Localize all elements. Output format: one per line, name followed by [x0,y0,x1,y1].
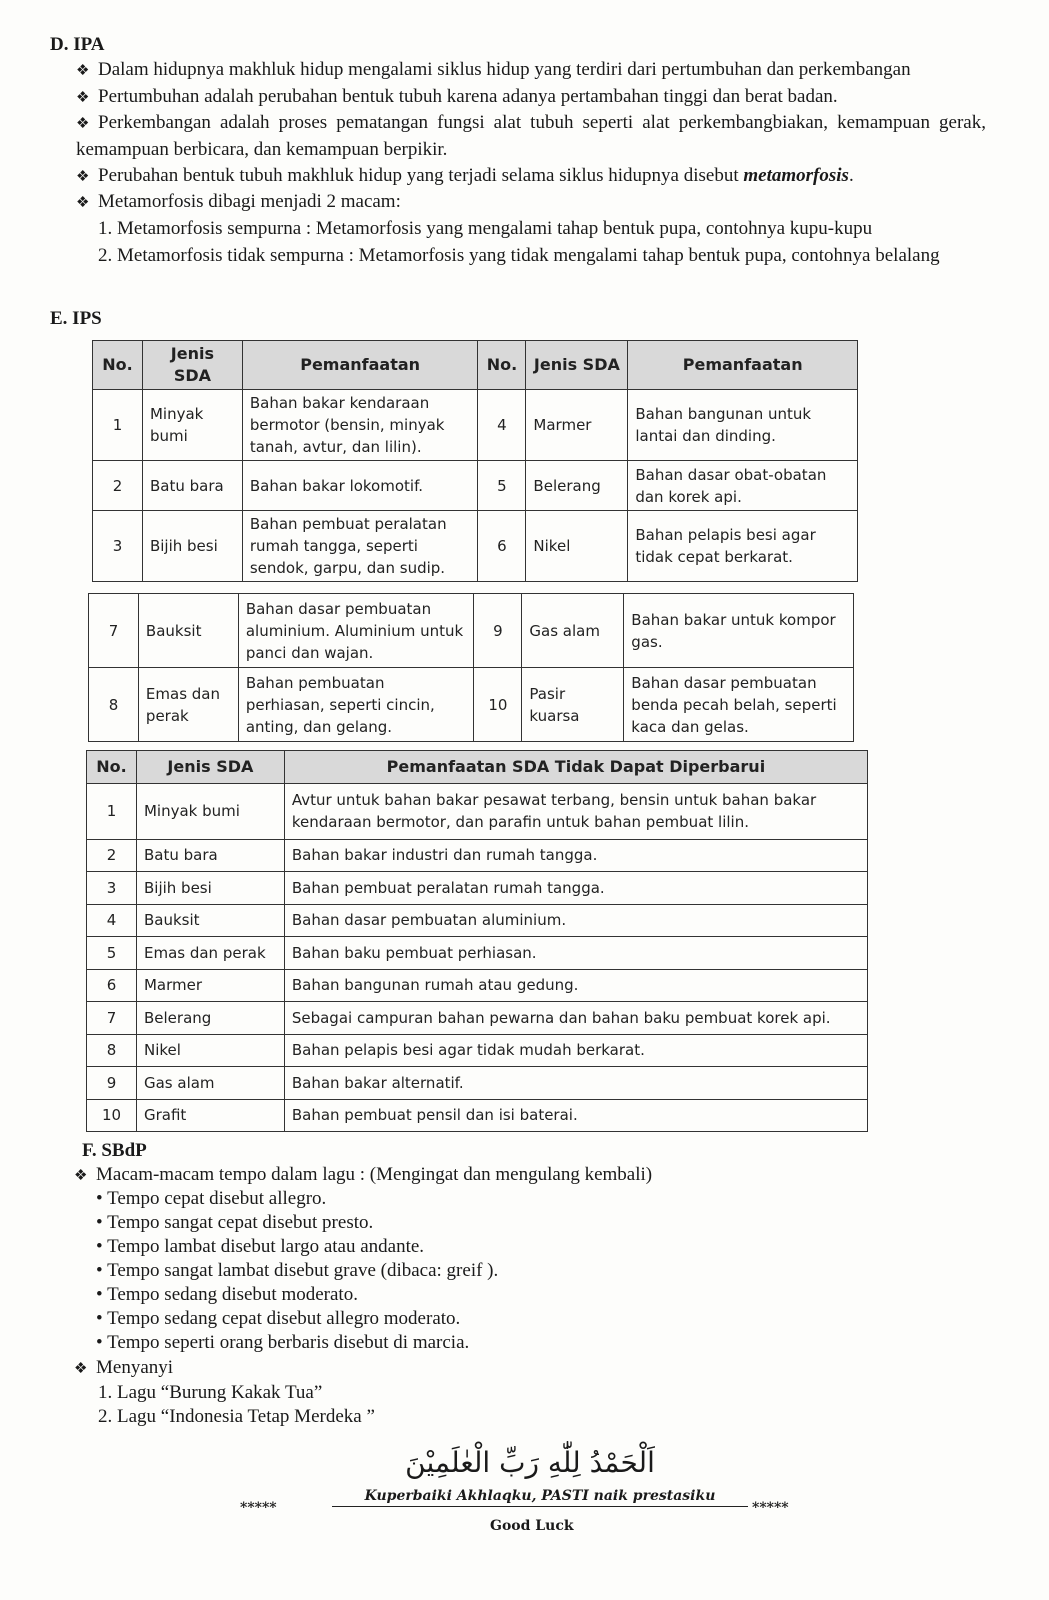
sda-table-2 [88,593,854,742]
song-item-1: 1. Lagu “Burung Kakak Tua” [98,1382,323,1403]
sda-table-1 [92,340,858,582]
ipa-bullet-4: ❖ Perubahan bentuk tubuh makhluk hidup yang terjadi selama siklus hidupnya disebut metamorfosis. [76,163,986,190]
sing-intro: ❖ Menyanyi [74,1356,173,1381]
table-row: 3 Bijih besi Bahan pembuat peralatan rumah tangga. [87,872,868,905]
table-row: 4 Bauksit Bahan dasar pembuatan aluminium. [87,904,868,937]
table-row: 1 Minyak bumi Bahan bakar kendaraan bermotor (bensin, minyak tanah, avtur, dan lilin). 4 Marmer Bahan bangunan untuk lantai dan dinding. [93,390,858,461]
diamond-bullet-icon: ❖ [76,195,90,211]
good-luck: Good Luck [490,1518,574,1534]
ipa-bullet-5: ❖ Metamorfosis dibagi menjadi 2 macam: [76,189,986,216]
table-header-row: No. Jenis SDA Pemanfaatan SDA Tidak Dapat Diperbarui [87,751,868,784]
sda-table-3 [86,750,868,1132]
diamond-bullet-icon: ❖ [76,116,90,132]
table-row: 8 Emas dan perak Bahan pembuatan perhiasan, seperti cincin, anting, dan gelang. 10 Pasir kuarsa Bahan dasar pembuatan benda pecah belah, seperti kaca dan gelas. [89,668,854,742]
ipa-type-1: 1. Metamorfosis sempurna : Metamorfosis yang mengalami tahap bentuk pupa, contohnya kupu-kupu [98,218,873,239]
table-row: 6 Marmer Bahan bangunan rumah atau gedung. [87,969,868,1002]
stars-right: ***** [752,1500,789,1516]
table-row: 2 Batu bara Bahan bakar lokomotif. 5 Belerang Bahan dasar obat-obatan dan korek api. [93,461,858,511]
list-item: • Tempo sangat lambat disebut grave (dibaca: greif ). [96,1260,499,1281]
table-row: 8 Nikel Bahan pelapis besi agar tidak mudah berkarat. [87,1034,868,1067]
table-row: 2 Batu bara Bahan bakar industri dan rumah tangga. [87,839,868,872]
ipa-type-2: 2. Metamorfosis tidak sempurna : Metamorfosis yang tidak mengalami tahap bentuk pupa, contohnya belalang [98,245,940,266]
diamond-bullet-icon: ❖ [74,1361,88,1377]
table-row: 5 Emas dan perak Bahan baku pembuat perhiasan. [87,937,868,970]
list-item: • Tempo lambat disebut largo atau andante. [96,1236,425,1257]
diamond-bullet-icon: ❖ [76,90,90,106]
song-item-2: 2. Lagu “Indonesia Tetap Merdeka ” [98,1406,375,1427]
table-row: 1 Minyak bumi Avtur untuk bahan bakar pesawat terbang, bensin untuk bahan bakar kendaraan bermotor, dan parafin untuk bahan pembuat lilin. [87,783,868,839]
section-ipa-heading: D. IPA [50,34,105,55]
table-row: 10 Grafit Bahan pembuat pensil dan isi baterai. [87,1099,868,1132]
metamorfosis-term: metamorfosis [743,165,849,186]
diamond-bullet-icon: ❖ [76,169,90,185]
motto: Kuperbaiki Akhlaqku, PASTI naik prestasiku [332,1488,748,1507]
list-item: • Tempo sangat cepat disebut presto. [96,1212,374,1233]
tempo-intro: ❖ Macam-macam tempo dalam lagu : (Mengingat dan mengulang kembali) [74,1163,652,1188]
ipa-bullet-1: ❖ Dalam hidupnya makhluk hidup mengalami siklus hidup yang terdiri dari pertumbuhan dan perkembangan [76,57,986,84]
list-item: • Tempo seperti orang berbaris disebut di marcia. [96,1332,470,1353]
diamond-bullet-icon: ❖ [76,63,90,79]
section-sbdp-heading: F. SBdP [82,1140,147,1161]
table-header-row: No. Jenis SDA Pemanfaatan No. Jenis SDA Pemanfaatan [93,341,858,390]
list-item: • Tempo sedang disebut moderato. [96,1284,358,1305]
section-ips-heading: E. IPS [50,308,102,329]
list-item: • Tempo cepat disebut allegro. [96,1188,327,1209]
diamond-bullet-icon: ❖ [74,1168,88,1184]
table-row: 7 Belerang Sebagai campuran bahan pewarna dan bahan baku pembuat korek api. [87,1002,868,1035]
table-row: 7 Bauksit Bahan dasar pembuatan aluminium. Aluminium untuk panci dan wajan. 9 Gas alam Bahan bakar untuk kompor gas. [89,594,854,668]
ipa-bullet-2: ❖ Pertumbuhan adalah perubahan bentuk tubuh karena adanya pertambahan tinggi dan berat badan. [76,84,986,111]
list-item: • Tempo sedang cepat disebut allegro moderato. [96,1308,461,1329]
stars-left: ***** [240,1500,277,1516]
table-row: 3 Bijih besi Bahan pembuat peralatan rumah tangga, seperti sendok, garpu, dan sudip. 6 Nikel Bahan pelapis besi agar tidak cepat berkarat. [93,511,858,582]
arabic-calligraphy: اَلْحَمْدُ لِلّٰهِ رَبِّ الْعٰلَمِيْنَ [405,1446,655,1479]
table-row: 9 Gas alam Bahan bakar alternatif. [87,1067,868,1100]
ipa-bullet-3: ❖ Perkembangan adalah proses pematangan fungsi alat tubuh seperti alat perkembangbiakan, kemampuan gerak, kemampuan berbicara, dan kemampuan berpikir. [76,112,986,160]
